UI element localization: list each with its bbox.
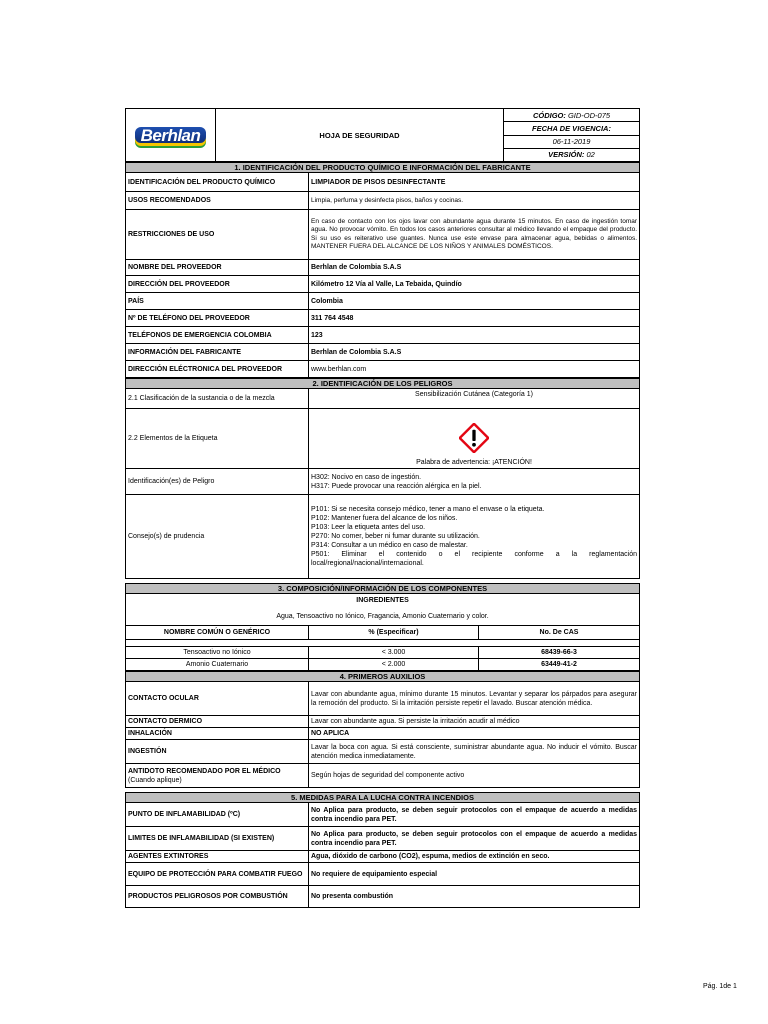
- s2-elements-label: 2.2 Elementos de la Etiqueta: [126, 409, 309, 469]
- code-value: GID-OD-075: [567, 110, 611, 120]
- s5-label-3: EQUIPO DE PROTECCIÓN PARA COMBATIR FUEGO: [126, 863, 309, 886]
- code-label: CÓDIGO:: [532, 110, 566, 120]
- ingredients-text: Agua, Tensoactivo no Iónico, Fragancia, Amonio Cuaternario y color.: [126, 608, 640, 626]
- advice-line: P101: Si se necesita consejo médico, tener a mano el envase o la etiqueta.: [311, 506, 545, 513]
- date-label: FECHA DE VIGENCIA:: [504, 122, 640, 135]
- document-header: [125, 108, 640, 162]
- s1-value-9: www.berhlan.com: [309, 361, 640, 378]
- s5-label-1: LIMITES DE INFLAMABILIDAD (SI EXISTEN): [126, 827, 309, 851]
- s4-label-0: CONTACTO OCULAR: [126, 682, 309, 716]
- s1-value-3: Berhlan de Colombia S.A.S: [309, 260, 640, 276]
- s5-value-0: No Aplica para producto, se deben seguir protocolos con el empaque de acuerdo a medidas contra incendio para PET.: [309, 803, 640, 827]
- advice-line: P270: No comer, beber ni fumar durante su utilización.: [311, 533, 480, 540]
- s4-label-4: [126, 764, 309, 788]
- component-cas: 68439-66-3: [479, 647, 640, 659]
- s2-elements-cell: [309, 409, 640, 469]
- s1-label-1: USOS RECOMENDADOS: [126, 192, 309, 210]
- component-name: Amonio Cuaternario: [126, 659, 309, 671]
- version-label: VERSIÓN:: [548, 150, 585, 160]
- ingredients-subtitle: INGREDIENTES: [126, 594, 640, 608]
- table-row: [126, 647, 640, 659]
- s5-value-3: No requiere de equipamiento especial: [309, 863, 640, 886]
- s1-value-1: Limpia, perfuma y desinfecta pisos, baños y cocinas.: [309, 192, 640, 210]
- s5-label-2: AGENTES EXTINTORES: [126, 851, 309, 863]
- section-3-title: 3. COMPOSICIÓN/INFORMACIÓN DE LOS COMPONENTES: [126, 584, 640, 594]
- col-header-percent: % (Especificar): [309, 626, 479, 640]
- s1-value-4: Kilómetro 12 Vía al Valle, La Tebaida, Quindío: [309, 276, 640, 293]
- s4-label-3: INGESTIÓN: [126, 740, 309, 764]
- s4-value-2: NO APLICA: [309, 728, 640, 740]
- section-4-table: [125, 671, 640, 788]
- s1-label-2: RESTRICCIONES DE USO: [126, 210, 309, 260]
- section-1-table: [125, 162, 640, 378]
- s4-label-4-sub: (Cuando aplique): [128, 776, 182, 784]
- table-spacer: [126, 640, 640, 647]
- safety-data-sheet: [125, 108, 639, 908]
- s1-value-8: Berhlan de Colombia S.A.S: [309, 344, 640, 361]
- s4-label-1: CONTACTO DERMICO: [126, 716, 309, 728]
- s5-value-4: No presenta combustión: [309, 886, 640, 908]
- s4-label-2: INHALACIÓN: [126, 728, 309, 740]
- hazard-line: H302: Nocivo en caso de ingestión.: [311, 473, 422, 481]
- s4-value-3: Lavar la boca con agua. Si está consciente, suministrar abundante agua. No inducir el vómito. Buscar atención medica inmediatamente.: [309, 740, 640, 764]
- s4-label-4-main: ANTIDOTO RECOMENDADO POR EL MÉDICO: [128, 767, 281, 775]
- s1-label-8: INFORMACIÓN DEL FABRICANTE: [126, 344, 309, 361]
- section-4-title: 4. PRIMEROS AUXILIOS: [126, 672, 640, 682]
- col-header-cas: No. De CAS: [479, 626, 640, 640]
- code-line: [504, 109, 640, 122]
- advice-line: P102: Mantener fuera del alcance de los niños.: [311, 515, 458, 522]
- signal-word: Palabra de advertencia: ¡ATENCIÓN!: [416, 459, 532, 466]
- s2-advice-list: [309, 495, 640, 579]
- page-number: Pág. 1de 1: [703, 983, 737, 990]
- s4-value-1: Lavar con abundante agua. Si persiste la irritación acudir al médico: [309, 716, 640, 728]
- s5-value-1: No Aplica para producto, se deben seguir protocolos con el empaque de acuerdo a medidas contra incendio para PET.: [309, 827, 640, 851]
- advice-line: P103: Leer la etiqueta antes del uso.: [311, 524, 426, 531]
- s1-label-0: IDENTIFICACIÓN DEL PRODUCTO QUÍMICO: [126, 173, 309, 192]
- section-1-title: 1. IDENTIFICACIÓN DEL PRODUCTO QUÍMICO E INFORMACIÓN DEL FABRICANTE: [126, 163, 640, 173]
- advice-line: P314: Consultar a un médico en caso de malestar.: [311, 542, 468, 549]
- document-title: HOJA DE SEGURIDAD: [216, 109, 504, 162]
- version-line: [504, 148, 640, 161]
- berhlan-logo: Berhlan: [135, 127, 207, 143]
- s1-label-6: Nº DE TELÉFONO DEL PROVEEDOR: [126, 310, 309, 327]
- s1-value-2: En caso de contacto con los ojos lavar con abundante agua durante 15 minutos. En caso de ingestión tomar agua. No provocar vómito. En todos los casos anteriores consultar al médico llevando el empaque del producto. Si su uso es reiterativo use guantes. Nunca use este envase para almacenar agua, bebidas o alimentos. MANTENER FUERA DEL ALCANCE DE LOS NIÑOS Y ANIMALES DOMÉSTICOS.: [309, 210, 640, 260]
- s4-value-0: Lavar con abundante agua, mínimo durante 15 minutos. Levantar y separar los párpados para asegurar la remoción del producto. Si la irritación persiste repetir el lavado. Buscar atención médica.: [309, 682, 640, 716]
- s1-value-7: 123: [309, 327, 640, 344]
- s2-classification-label: 2.1 Clasificación de la sustancia o de la mezcla: [126, 389, 309, 409]
- s1-label-9: DIRECCIÓN ELÉCTRONICA DEL PROVEEDOR: [126, 361, 309, 378]
- s1-label-7: TELÉFONOS DE EMERGENCIA COLOMBIA: [126, 327, 309, 344]
- s4-value-4: Según hojas de seguridad del componente activo: [309, 764, 640, 788]
- component-cas: 63449-41-2: [479, 659, 640, 671]
- section-5-table: [125, 792, 640, 908]
- s1-label-3: NOMBRE DEL PROVEEDOR: [126, 260, 309, 276]
- hazard-line: H317: Puede provocar una reacción alérgica en la piel.: [311, 482, 482, 490]
- version-value: 02: [586, 150, 595, 160]
- s1-value-5: Colombia: [309, 293, 640, 310]
- s1-label-5: PAÍS: [126, 293, 309, 310]
- s1-label-4: DIRECCIÓN DEL PROVEEDOR: [126, 276, 309, 293]
- component-percent: < 3.000: [309, 647, 479, 659]
- advice-line: P501: Eliminar el contenido o el recipiente conforme a la reglamentación local/regional/nacional/internacional.: [311, 551, 638, 567]
- s5-value-2: Agua, dióxido de carbono (CO2), espuma, medios de extinción en seco.: [309, 851, 640, 863]
- component-percent: < 2.000: [309, 659, 479, 671]
- component-name: Tensoactivo no Iónico: [126, 647, 309, 659]
- logo-cell: [126, 109, 216, 162]
- s5-label-0: PUNTO DE INFLAMABILIDAD (ºC): [126, 803, 309, 827]
- ghs-exclamation-mark-icon: [459, 423, 489, 453]
- s2-advice-label: Consejo(s) de prudencia: [126, 495, 309, 579]
- s1-value-0: LIMPIADOR DE PISOS DESINFECTANTE: [309, 173, 640, 192]
- section-5-title: 5. MEDIDAS PARA LA LUCHA CONTRA INCENDIOS: [126, 793, 640, 803]
- table-row: [126, 659, 640, 671]
- s2-hazard-label: Identificación(es) de Peligro: [126, 469, 309, 495]
- s2-hazard-list: [309, 469, 640, 495]
- section-2-title: 2. IDENTIFICACIÓN DE LOS PELIGROS: [126, 379, 640, 389]
- s5-label-4: PRODUCTOS PELIGROSOS POR COMBUSTIÓN: [126, 886, 309, 908]
- col-header-name: NOMBRE COMÚN O GENÉRICO: [126, 626, 309, 640]
- s1-value-6: 311 764 4548: [309, 310, 640, 327]
- section-3-table: [125, 583, 640, 671]
- section-2-table: [125, 378, 640, 579]
- s2-classification-value: Sensibilización Cutánea (Categoría 1): [309, 389, 640, 409]
- date-value: 06-11-2019: [504, 135, 640, 148]
